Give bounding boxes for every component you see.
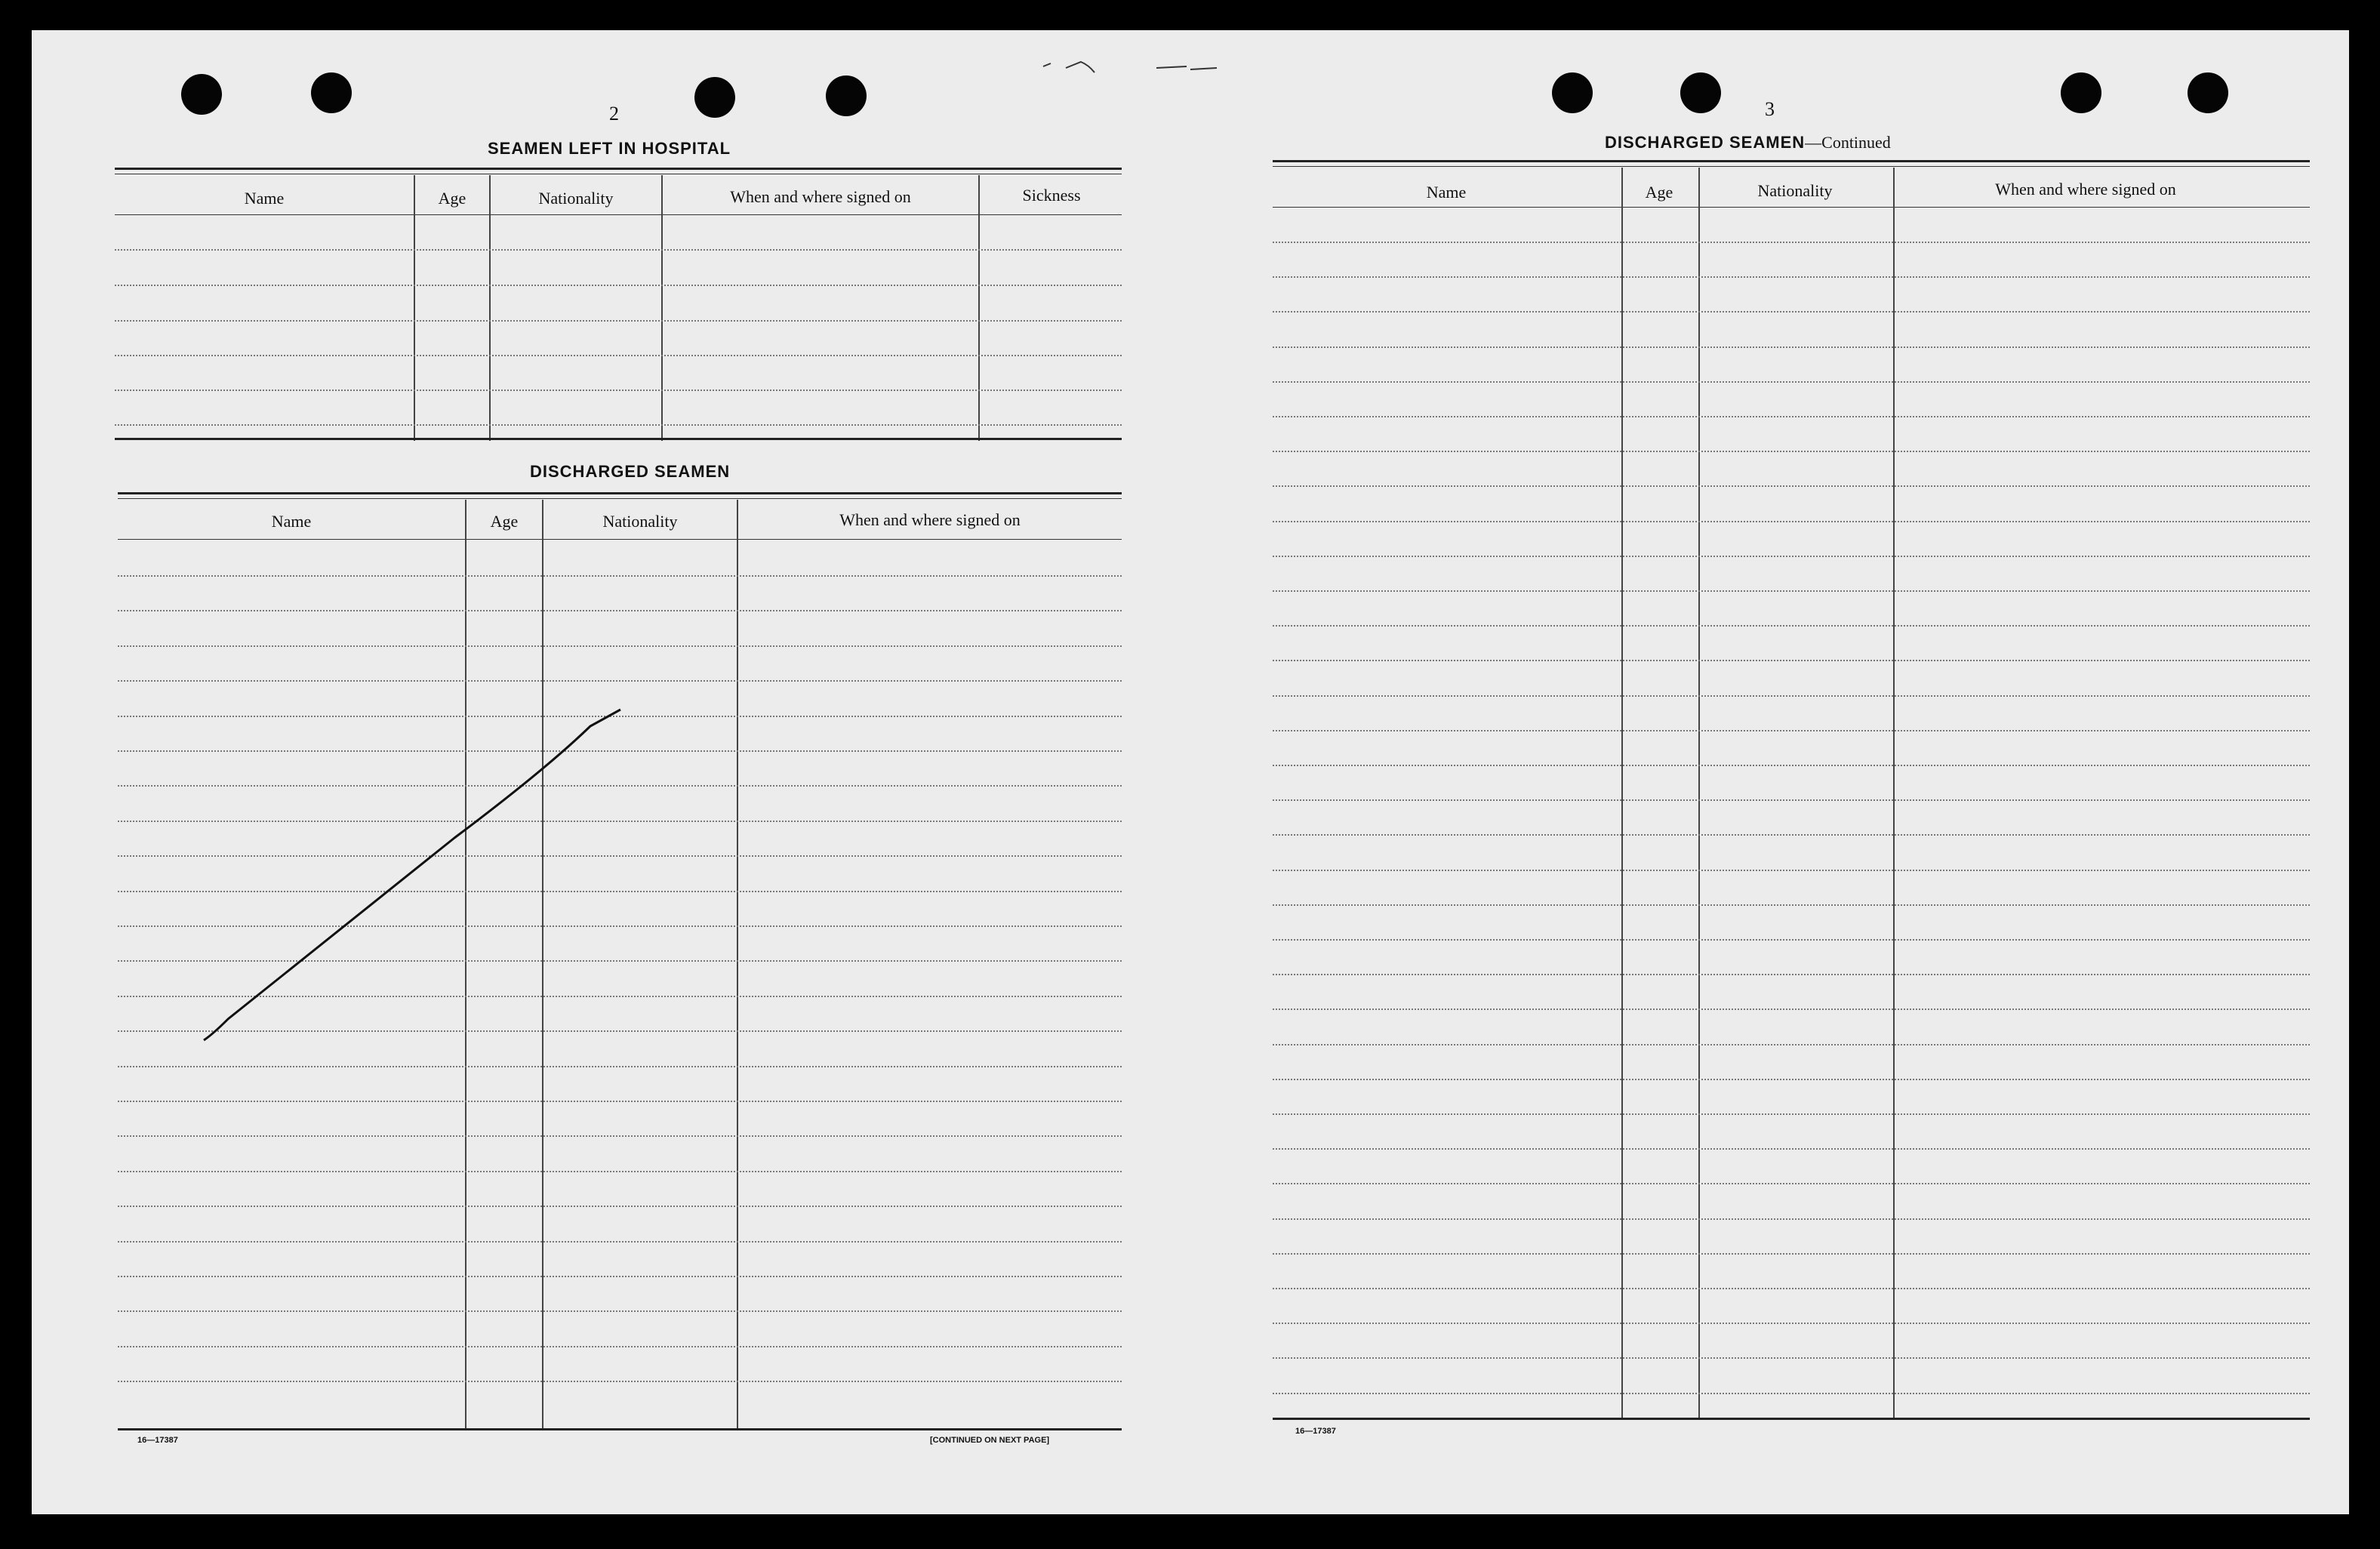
blank-entry-line [1273,1148,2310,1150]
blank-entry-line [1273,870,2310,871]
page-number-left: 2 [609,103,619,125]
blank-entry-line [1273,1044,2310,1045]
col-header-when-where: When and where signed on [1995,180,2176,199]
blank-entry-line [1273,904,2310,906]
blank-entry-line [1273,1357,2310,1359]
blank-entry-line [1273,590,2310,592]
blank-entry-line [1273,1113,2310,1115]
col-header-name: Name [1426,183,1467,202]
discharged-table-right [1273,160,2310,1443]
blank-entry-line [1273,799,2310,801]
blank-entry-line [1273,242,2310,243]
blank-entry-line [1273,556,2310,557]
blank-entry-line [1273,381,2310,383]
blank-entry-line [1273,695,2310,697]
blank-entry-line [1273,660,2310,661]
blank-entry-line [1273,1183,2310,1184]
col-header-name: Name [271,512,312,531]
blank-entry-line [1273,1218,2310,1220]
blank-entry-line [1273,346,2310,348]
footer-continued-note: [CONTINUED ON NEXT PAGE] [930,1436,1050,1445]
discharged-section-title: DISCHARGED SEAMEN [530,462,731,481]
col-header-nationality: Nationality [602,512,678,531]
col-header-nationality: Nationality [1757,181,1833,200]
blank-entry-line [1273,521,2310,522]
blank-entry-line [1273,1009,2310,1010]
page-number-right: 3 [1765,98,1775,120]
blank-entry-line [1273,765,2310,766]
col-header-nationality: Nationality [538,189,614,208]
col-header-when-where: When and where signed on [839,510,1021,529]
continued-suffix: —Continued [1805,133,1891,152]
blank-entry-line [1273,485,2310,487]
blank-entry-line [1273,311,2310,313]
blank-entry-line [1273,730,2310,731]
blank-entry-line [1273,625,2310,627]
col-header-name: Name [244,189,285,208]
col-header-age: Age [1645,183,1673,202]
blank-entry-line [1273,939,2310,941]
discharged-continued-title [1605,133,1891,152]
footer-form-number-right: 16—17387 [1295,1427,1336,1436]
blank-entry-line [1273,416,2310,417]
footer-form-number-left: 16—17387 [137,1436,178,1445]
blank-entry-line [1273,451,2310,452]
col-header-age: Age [438,189,466,208]
col-header-age: Age [490,512,519,531]
col-header-when-where: When and where signed on [730,187,911,206]
discharged-title-text: DISCHARGED SEAMEN [1605,133,1806,152]
blank-entry-line [1273,1079,2310,1080]
blank-entry-line [1273,1393,2310,1394]
col-header-sickness: Sickness [1022,186,1081,205]
blank-entry-line [1273,974,2310,975]
blank-entry-line [1273,276,2310,278]
blank-entry-line [1273,1253,2310,1255]
blank-entry-line [1273,834,2310,836]
blank-entry-line [1273,1323,2310,1324]
hospital-section-title: SEAMEN LEFT IN HOSPITAL [488,139,731,158]
document-sheet [32,30,2349,1514]
blank-entry-line [1273,1288,2310,1289]
